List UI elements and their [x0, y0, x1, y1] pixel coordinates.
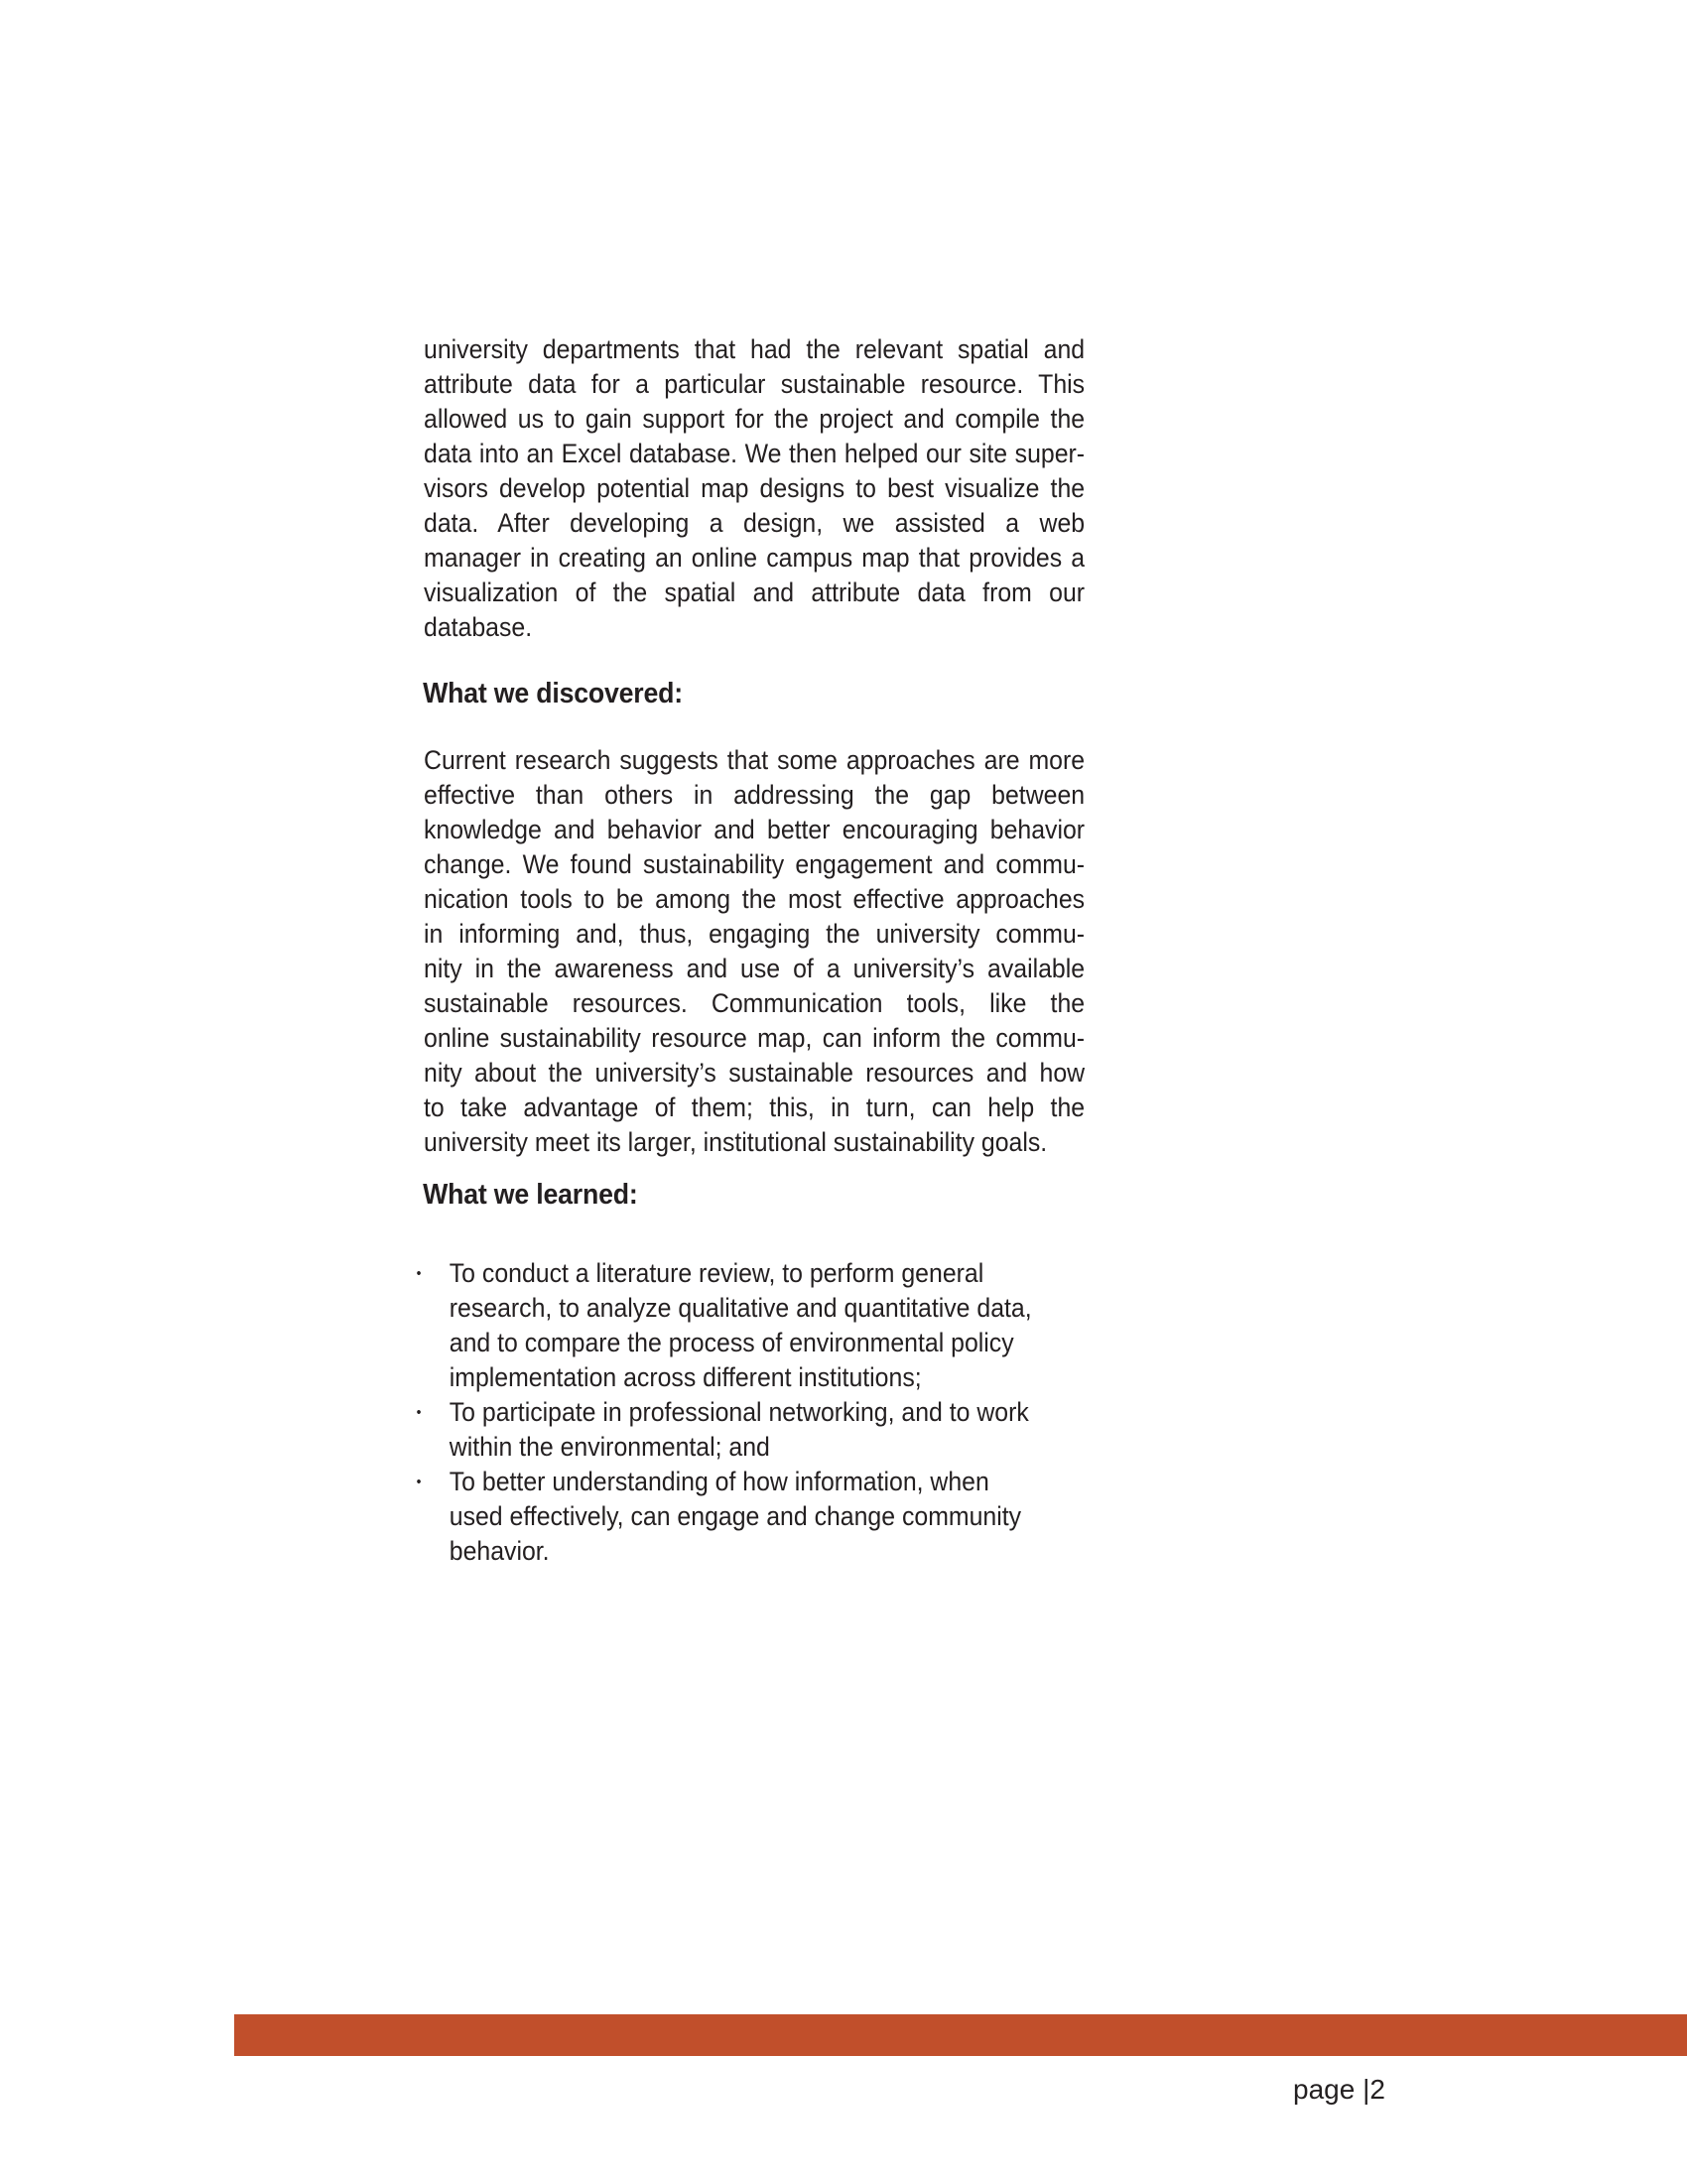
footer-accent-bar: [234, 2014, 1687, 2056]
text-line: To participate in professional networking, and to work: [449, 1397, 1029, 1427]
text-line: effective than others in addressing the gap between: [424, 780, 1086, 810]
text-line: in informing and, thus, engaging the university commu-: [424, 919, 1086, 949]
bullet-text: [450, 1256, 1088, 1395]
bullet-icon: •: [416, 1265, 422, 1282]
text-line: university departments that had the relevant spatial and: [424, 334, 1086, 364]
text-line: data. After developing a design, we assisted a web: [424, 508, 1086, 538]
text-line: used effectively, can engage and change community: [449, 1501, 1022, 1531]
text-line: To better understanding of how information, when: [449, 1467, 989, 1496]
text-line: allowed us to gain support for the project and compile the: [424, 404, 1086, 434]
text-line: nication tools to be among the most effective approaches: [424, 884, 1086, 914]
bullet-text: [450, 1395, 1088, 1465]
text-line: sustainable resources. Communication tools, like the: [424, 988, 1086, 1018]
text-line: nity in the awareness and use of a university’s available: [424, 954, 1086, 983]
heading-what-we-learned: What we learned:: [423, 1179, 638, 1211]
text-line: behavior.: [449, 1536, 550, 1566]
page-number: page |2: [1293, 2074, 1385, 2105]
text-line: nity about the university’s sustainable resources and how: [424, 1058, 1086, 1088]
main-text-column: [416, 0, 1086, 2184]
bullet-text: [450, 1465, 1088, 1569]
text-line: change. We found sustainability engagement and commu-: [424, 849, 1086, 879]
text-line: data into an Excel database. We then helped our site super-: [424, 439, 1086, 468]
what-we-learned-bullet-list: [412, 1256, 1088, 1569]
text-line: visualization of the spatial and attribute data from our: [424, 578, 1086, 607]
text-line: within the environmental; and: [449, 1432, 770, 1462]
text-line: university meet its larger, institutional sustainability goals.: [424, 1127, 1048, 1157]
text-line: online sustainability resource map, can inform the commu-: [424, 1023, 1086, 1053]
heading-what-we-discovered: What we discovered:: [423, 678, 683, 709]
text-line: implementation across different institutions;: [449, 1362, 922, 1392]
text-line: knowledge and behavior and better encouraging behavior: [424, 815, 1086, 844]
text-line: manager in creating an online campus map that provides a: [424, 543, 1086, 573]
paragraph-project-description: [424, 332, 1085, 645]
bullet-icon: •: [416, 1404, 422, 1421]
text-line: visors develop potential map designs to best visualize the: [424, 473, 1086, 503]
text-line: Current research suggests that some approaches are more: [424, 745, 1086, 775]
text-line: to take advantage of them; this, in turn, can help the: [424, 1092, 1086, 1122]
bullet-item: [412, 1256, 1088, 1395]
text-line: database.: [424, 612, 533, 642]
text-line: attribute data for a particular sustainable resource. This: [424, 369, 1086, 399]
text-line: research, to analyze qualitative and quantitative data,: [449, 1293, 1032, 1323]
text-line: and to compare the process of environmental policy: [449, 1328, 1014, 1357]
bullet-icon: •: [416, 1474, 422, 1490]
paragraph-what-we-discovered: [424, 743, 1085, 1160]
bullet-item: [412, 1465, 1088, 1569]
text-line: To conduct a literature review, to perform general: [449, 1258, 984, 1288]
bullet-item: [412, 1395, 1088, 1465]
